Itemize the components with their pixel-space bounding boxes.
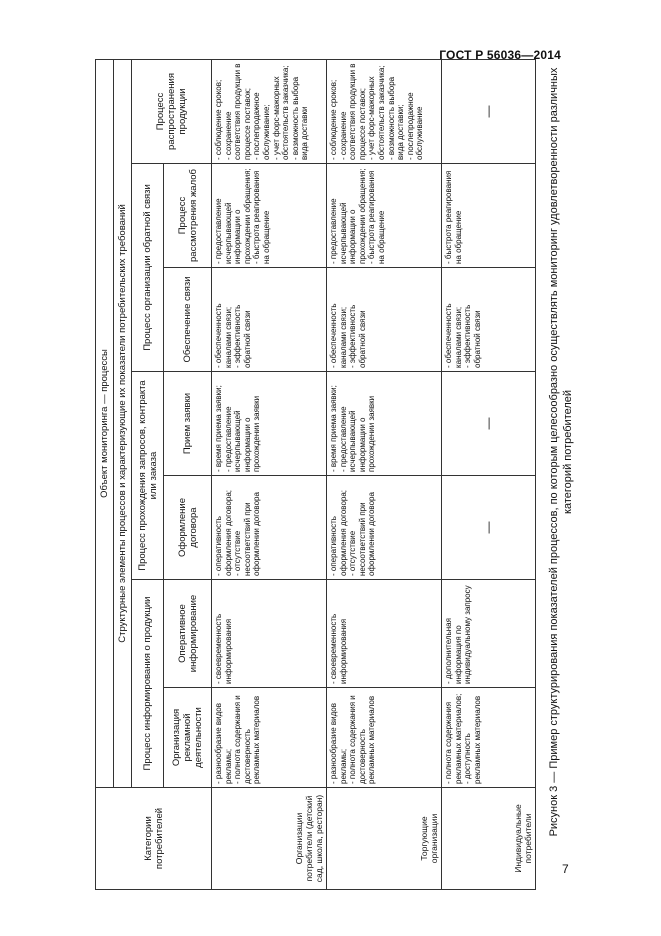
standard-header: ГОСТ Р 56036—2014: [439, 48, 561, 62]
header-process-informing: Процесс информирования о продукции: [132, 580, 164, 788]
indicator-text: - оперативность оформления договора;: [329, 489, 348, 576]
indicator-cell: [327, 372, 442, 476]
indicator-cell: [327, 476, 442, 580]
indicator-text: - обеспеченность каналами связи;: [329, 303, 348, 368]
indicator-cell: [442, 164, 536, 268]
indicator-cell: [327, 59, 442, 163]
indicator-text: - отсутствие несоответствий при оформлении договора: [348, 492, 377, 576]
indicator-text: - сохранение соответствия продукции в процессе поставок;: [338, 63, 367, 160]
indicator-text: - время приема заявки;: [214, 385, 223, 472]
indicator-text: - отсутствие несоответствий при оформлении договора: [233, 492, 262, 576]
indicator-cell: [327, 164, 442, 268]
figure-caption: Рисунок 3 — Пример структурирования показателей процессов, по которым целесообразно осуществлять мониторинг удовлетворенности различных категорий потребителей: [548, 67, 574, 837]
indicator-cell: [442, 372, 536, 476]
indicator-cell: [212, 688, 327, 788]
indicator-cell: [212, 164, 327, 268]
header-process-distribution: Процесс распространения продукции: [132, 59, 212, 163]
indicator-cell: [327, 580, 442, 688]
indicator-cell: [212, 59, 327, 163]
indicator-text: - дополнительная информация по индивидуальному запросу: [444, 585, 473, 684]
indicator-text: - полнота содержания и достоверность рекламных материалов: [233, 695, 262, 784]
indicator-cell: [212, 580, 327, 688]
indicator-text: - предоставление исчерпывающей информации о прохождении заявки: [223, 395, 262, 472]
header-object: Объект мониторинга — процессы: [96, 59, 114, 787]
indicator-text: - эффективность обратной связи: [233, 304, 252, 368]
header-process-feedback: Процесс организации обратной связи: [132, 164, 164, 372]
indicator-cell: [212, 372, 327, 476]
indicator-text: - обеспеченность каналами связи;: [214, 303, 233, 368]
indicator-text: - быстрота реагирования на обращение: [444, 170, 463, 264]
indicator-cell: [327, 268, 442, 372]
header-process-requests: Процесс прохождения запросов, контракта или заказа: [132, 372, 164, 580]
indicator-text: - эффективность обратной связи: [348, 304, 367, 368]
indicator-text: - своевременность информирования: [214, 613, 233, 684]
monitoring-table: [95, 59, 536, 890]
indicator-cell: [442, 476, 536, 580]
indicator-text: - соблюдение сроков;: [329, 79, 338, 160]
indicator-text: - послепродажное обслуживание;: [252, 92, 271, 160]
indicator-text: - быстрота реагирования на обращение: [252, 170, 271, 264]
indicator-text: - соблюдение сроков;: [214, 79, 223, 160]
indicator-text: - учет форс-мажорных обстоятельств заказчика;: [271, 65, 291, 160]
indicator-text: - доступность рекламных материалов: [463, 695, 482, 784]
indicator-cell: [212, 476, 327, 580]
indicator-text: - предоставление исчерпывающей информации о прохождении обращения;: [329, 168, 367, 264]
subheader-order-intake: Прием заявки: [164, 372, 212, 476]
indicator-text: - разнообразие видов рекламы;: [329, 703, 348, 784]
indicator-text: - эффективность обратной связи: [463, 304, 482, 368]
indicator-cell: [212, 268, 327, 372]
indicator-text: - время приема заявки;: [329, 385, 338, 472]
subheader-complaints: Процесс рассмотрения жалоб: [164, 164, 212, 268]
indicator-cell: [327, 688, 442, 788]
indicator-text: - обеспеченность каналами связи;: [444, 303, 463, 368]
table-row: [212, 59, 327, 889]
subheader-communication: Обеспечение связи: [164, 268, 212, 372]
indicator-text: - полнота содержания и достоверность рекламных материалов: [348, 695, 377, 784]
header-categories: Категории потребителей: [96, 788, 212, 890]
indicator-text: —: [480, 521, 495, 534]
subheader-advertising: Организация рекламной деятельности: [164, 688, 212, 788]
subheader-operative-info: Оперативное информирование: [164, 580, 212, 688]
indicator-text: - своевременность информирования: [329, 613, 348, 684]
indicator-text: - оперативность оформления договора;: [214, 489, 233, 576]
indicator-text: - возможность выбора вида доставки: [290, 76, 310, 160]
indicator-cell: [442, 580, 536, 688]
indicator-text: - предоставление исчерпывающей информации о прохождении обращения;: [214, 168, 252, 264]
page-number: 7: [562, 862, 569, 876]
rotated-table-container: [95, 60, 535, 890]
indicator-text: - предоставление исчерпывающей информации о прохождении заявки: [338, 395, 377, 472]
indicator-text: —: [480, 417, 495, 430]
table-row: [442, 59, 536, 889]
subheader-contract: Оформление договора: [164, 476, 212, 580]
table-row: [327, 59, 442, 889]
category-cell: Торгующие организации: [327, 788, 442, 890]
indicator-text: —: [480, 105, 495, 118]
indicator-text: - быстрота реагирования на обращение: [367, 170, 386, 264]
indicator-text: - возможность выбора вида доставки;: [386, 76, 406, 160]
category-cell: Организации потребители (детский сад, школа, ресторан): [212, 788, 327, 890]
indicator-text: - учет форс-мажорных обстоятельств заказчика;: [367, 65, 386, 160]
indicator-text: - полнота содержания рекламных материалов;: [444, 693, 463, 784]
category-cell: Индивидуальные потребители: [442, 788, 536, 890]
indicator-cell: [442, 268, 536, 372]
indicator-cell: [442, 688, 536, 788]
indicator-text: - разнообразие видов рекламы;: [214, 703, 233, 784]
indicator-text: - послепродажное обслуживание: [405, 92, 425, 160]
indicator-text: - сохранение соответствия продукции в процессе поставок;: [223, 63, 252, 160]
indicator-cell: [442, 59, 536, 163]
header-elements: Структурные элементы процессов и характеризующие их показатели потребительских требований: [114, 59, 132, 787]
